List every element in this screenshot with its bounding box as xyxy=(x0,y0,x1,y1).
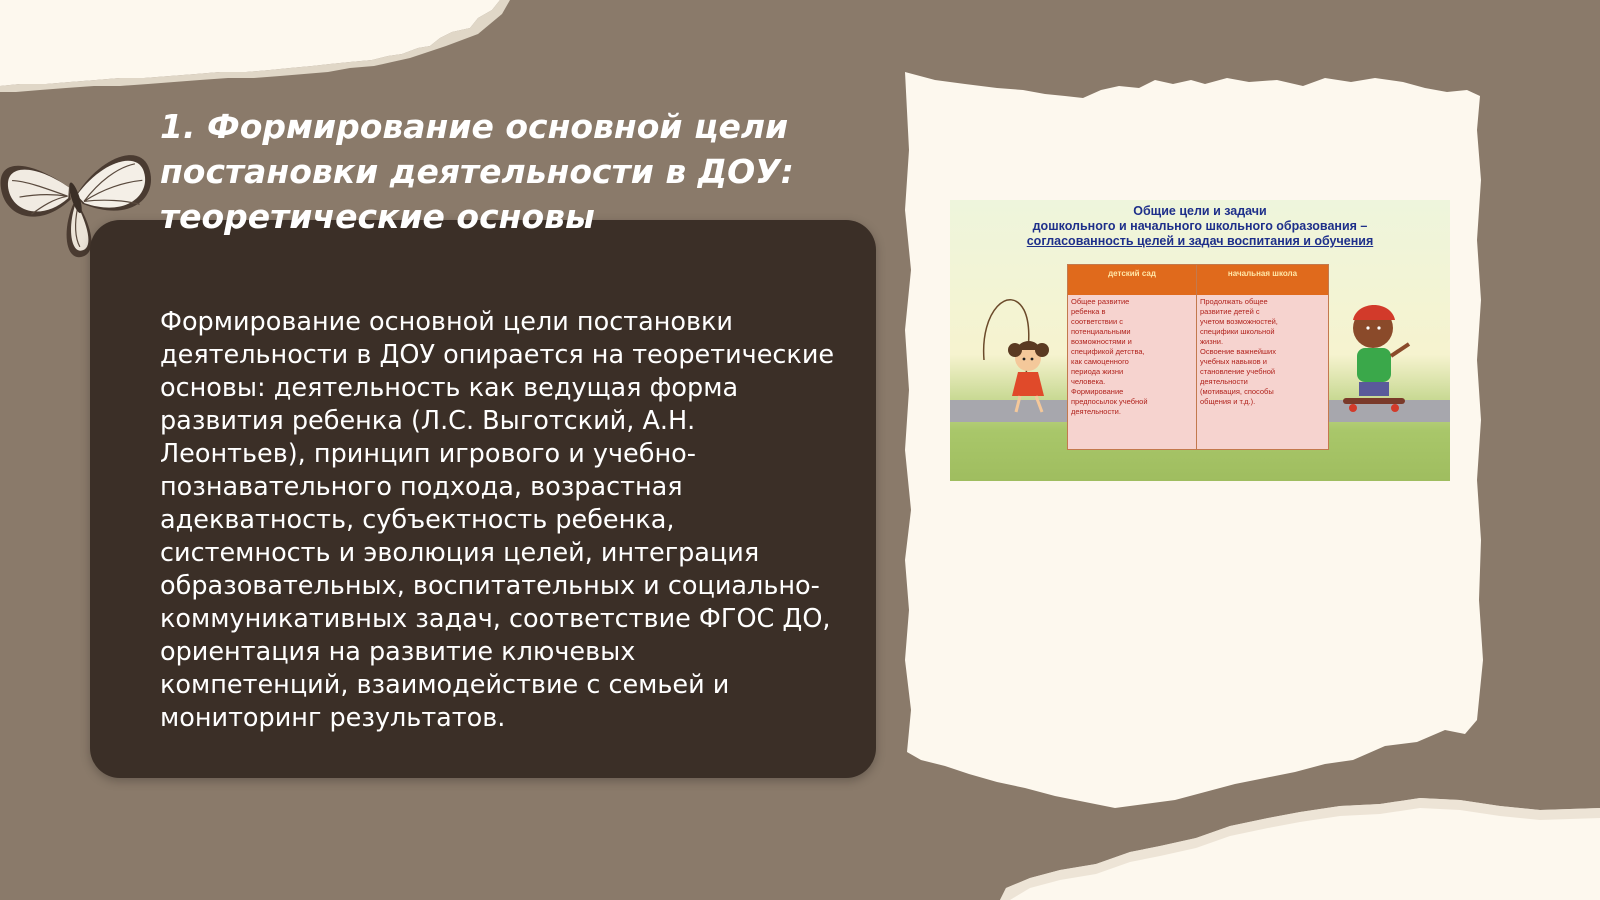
body-line: развития ребенка (Л.С. Выготский, А.Н. xyxy=(160,406,696,436)
table-cell-line: Освоение важнейших xyxy=(1200,347,1276,356)
table-cell-line: (мотивация, способы xyxy=(1200,387,1274,396)
image-heading-line: Общие цели и задачи xyxy=(1133,204,1267,218)
slide-title-line: постановки деятельности в ДОУ: xyxy=(160,152,794,191)
table-cell-line: периода жизни xyxy=(1071,367,1124,376)
body-line: основы: деятельность как ведущая форма xyxy=(160,373,739,403)
body-text xyxy=(160,306,860,735)
slide-title-line: теоретические основы xyxy=(160,197,595,236)
body-line: деятельности в ДОУ опирается на теоретические xyxy=(160,340,835,370)
girl-jump-rope-figure xyxy=(980,280,1070,420)
slide-title xyxy=(160,104,860,239)
table-cell-line: как самоценного xyxy=(1071,357,1129,366)
table-cell-line: специфики школьной xyxy=(1200,327,1275,336)
table-cell-line: жизни. xyxy=(1200,337,1224,346)
body-line: познавательного подхода, возрастная xyxy=(160,472,683,502)
table-cell-school xyxy=(1197,297,1328,407)
table-cell-line: ребенка в xyxy=(1071,307,1106,316)
slide-title-line: 1. Формирование основной цели xyxy=(160,107,789,146)
embedded-slide-image xyxy=(950,200,1450,481)
table-cell-line: Продолжать общее xyxy=(1200,297,1268,306)
table-cell-line: спецификой детства, xyxy=(1071,347,1145,356)
image-heading-line: согласованность целей и задач воспитания и обучения xyxy=(1026,234,1374,248)
table-cell-line: общения и т.д.). xyxy=(1200,397,1256,406)
body-line: Формирование основной цели постановки xyxy=(160,307,733,337)
body-line: Леонтьев), принцип игрового и учебно- xyxy=(160,439,696,469)
table-cell-line: деятельности xyxy=(1200,377,1248,386)
table-cell-line: Формирование xyxy=(1071,387,1124,396)
table-header-cell: начальная школа xyxy=(1197,265,1328,295)
table-header-cell: детский сад xyxy=(1068,265,1196,295)
body-line: системность и эволюция целей, интеграция xyxy=(160,538,760,568)
boy-skateboard-figure xyxy=(1335,290,1415,420)
table-cell-line: потенциальными xyxy=(1071,327,1131,336)
image-heading-line: дошкольного и начального школьного образования – xyxy=(1032,219,1368,233)
body-line: образовательных, воспитательных и социально- xyxy=(160,571,820,601)
table-cell-line: деятельности. xyxy=(1071,407,1121,416)
table-cell-line: развитие детей с xyxy=(1200,307,1260,316)
table-cell-line: предпосылок учебной xyxy=(1071,397,1148,406)
table-cell-line: человека. xyxy=(1071,377,1106,386)
body-line: мониторинг результатов. xyxy=(160,703,506,733)
table-cell-line: учетом возможностей, xyxy=(1200,317,1278,326)
body-line: коммуникативных задач, соответствие ФГОС ДО, xyxy=(160,604,831,634)
body-line: адекватность, субъектность ребенка, xyxy=(160,505,675,535)
table-cell-line: возможностями и xyxy=(1071,337,1132,346)
body-line: компетенций, взаимодействие с семьей и xyxy=(160,670,730,700)
image-table xyxy=(1067,264,1329,450)
table-cell-kindergarten xyxy=(1068,297,1196,417)
table-cell-line: учебных навыков и xyxy=(1200,357,1267,366)
table-cell-line: становление учебной xyxy=(1200,367,1276,376)
image-heading xyxy=(950,204,1450,249)
table-cell-line: Общее развитие xyxy=(1071,297,1130,306)
table-cell-line: соответствии с xyxy=(1071,317,1124,326)
body-line: ориентация на развитие ключевых xyxy=(160,637,636,667)
